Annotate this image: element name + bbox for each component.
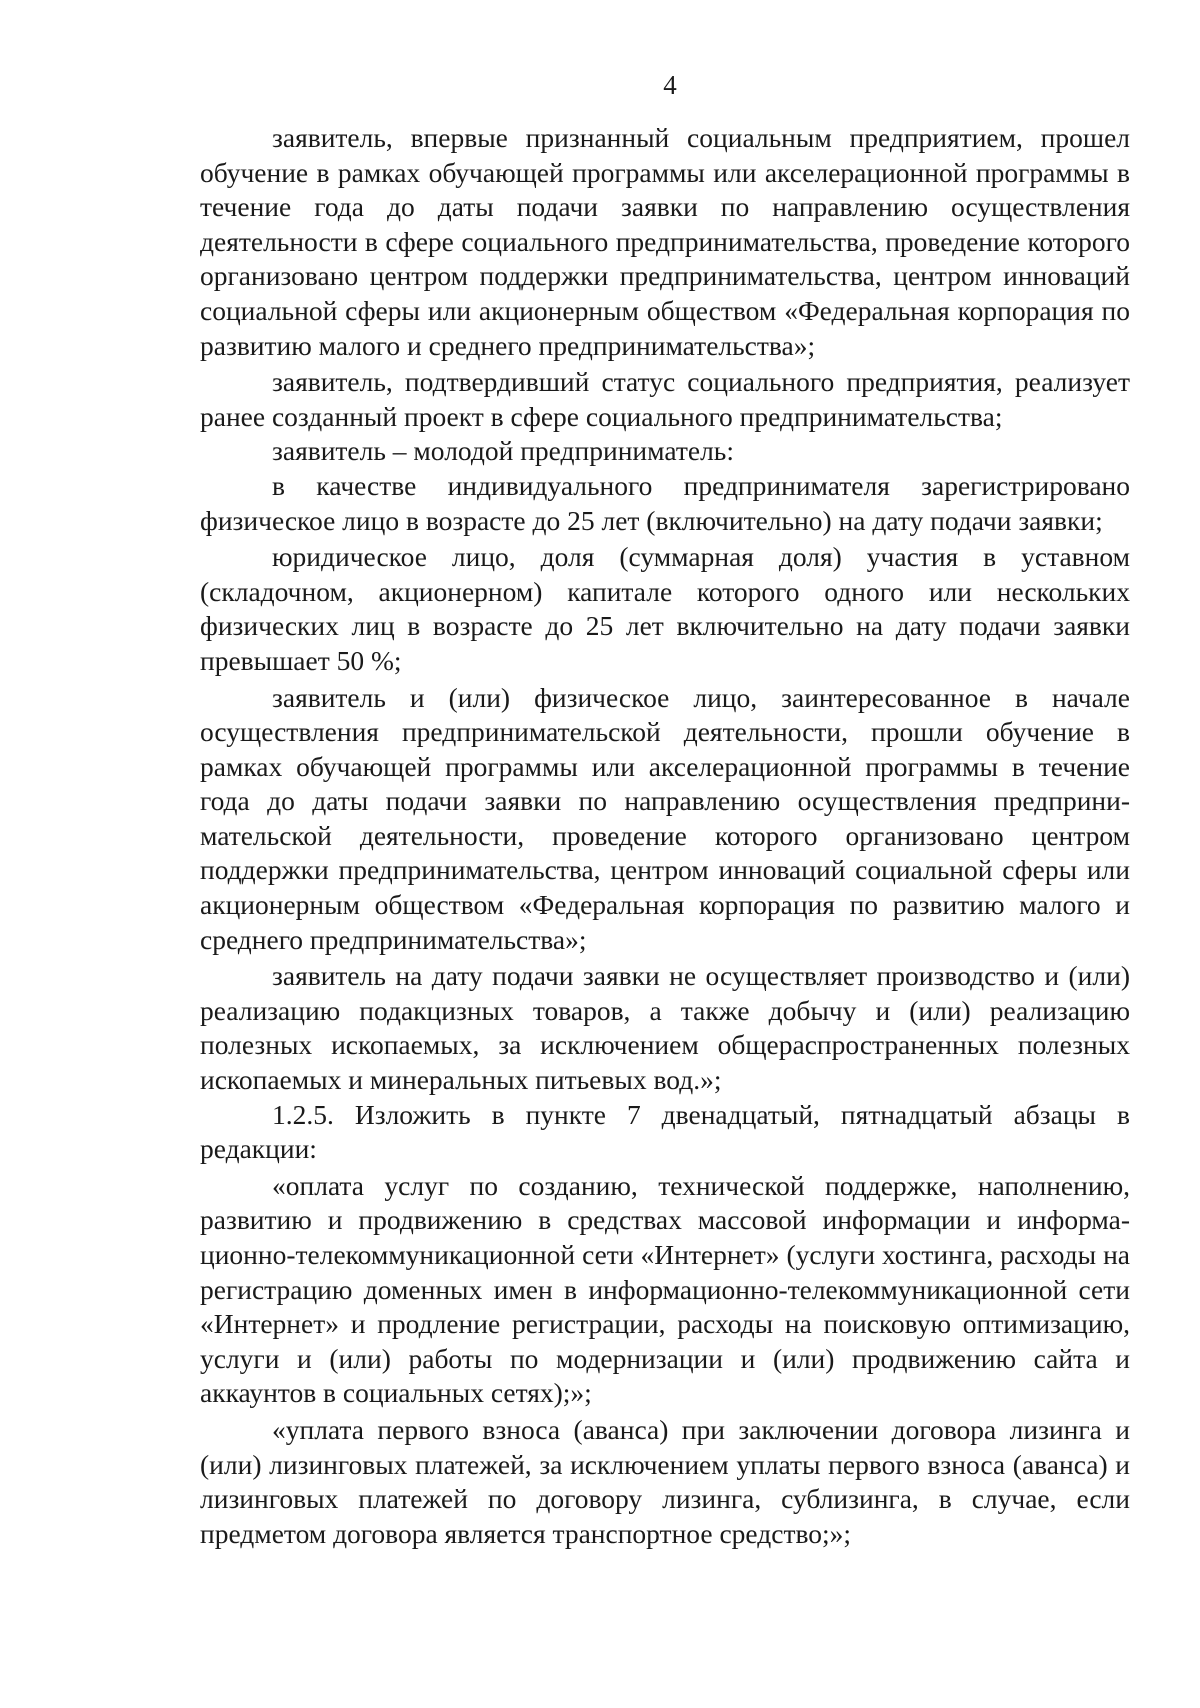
paragraph: юридическое лицо, доля (суммарная доля) участия в уставном (складочном, акционерном) капитале которого одного или нескольких физических лиц в возрасте до 25 лет включительно на дату подачи заявки превышает 50 %; xyxy=(200,541,1130,676)
paragraph: в качестве индивидуального предпринимателя зарегистрировано физическое лицо в возрасте до 25 лет (включительно) на дату подачи заявки; xyxy=(200,469,1130,536)
paragraph: «оплата услуг по созданию, технической поддержке, наполнению, развитию и продвижению в средствах массовой информации и информа-ционно-телекоммуникационной сети «Интернет» (услуги хостинга, расходы на регистрацию доменных имен в информационно-телекоммуникационной сети «Интернет» и продление регистрации, расходы на поисковую оптимизацию, услуги и (или) работы по модернизации и (или) продвижению сайта и аккаунтов в социальных сетях);»; xyxy=(200,1169,1130,1409)
paragraph: заявитель на дату подачи заявки не осуществляет производство и (или) реализацию подакцизных товаров, а также добычу и (или) реализацию полезных ископаемых, за исключением общераспространенных полезных ископаемых и минеральных питьевых вод.»; xyxy=(200,960,1130,1096)
paragraph: 1.2.5. Изложить в пункте 7 двенадцатый, пятнадцатый абзацы в редакции: xyxy=(200,1098,1130,1165)
paragraph: заявитель, подтвердивший статус социального предприятия, реализует ранее созданный проект в сфере социального предпринимательства; xyxy=(200,366,1130,432)
paragraph: заявитель, впервые признанный социальным предприятием, прошел обучение в рамках обучающей программы или акселерационной программы в течение года до даты подачи заявки по направлению осуществления деятельности в сфере социального предпринимательства, проведение которого организовано центром поддержки предпринимательства, центром инноваций социальной сферы или акционерным обществом «Федеральная корпорация по развитию малого и среднего предпринимательства»; xyxy=(200,122,1130,361)
paragraph: «уплата первого взноса (аванса) при заключении договора лизинга и (или) лизинговых платежей, за исключением уплаты первого взноса (аванса) и лизинговых платежей по договору лизинга, сублизинга, в случае, если предметом договора является транспортное средство;»; xyxy=(200,1413,1130,1549)
document-body xyxy=(200,121,1130,1551)
paragraph: заявитель – молодой предприниматель: xyxy=(272,435,734,467)
paragraph: заявитель и (или) физическое лицо, заинтересованное в начале осуществления предпринимательской деятельности, прошли обучение в рамках обучающей программы или акселерационной программы в течение года до даты подачи заявки по направлению осуществления предприни-мательской деятельности, проведение которого организовано центром поддержки предпринимательства, центром инноваций социальной сферы или акционерным обществом «Федеральная корпорация по развитию малого и среднего предпринимательства»; xyxy=(200,681,1130,955)
page-number: 4 xyxy=(663,70,677,100)
